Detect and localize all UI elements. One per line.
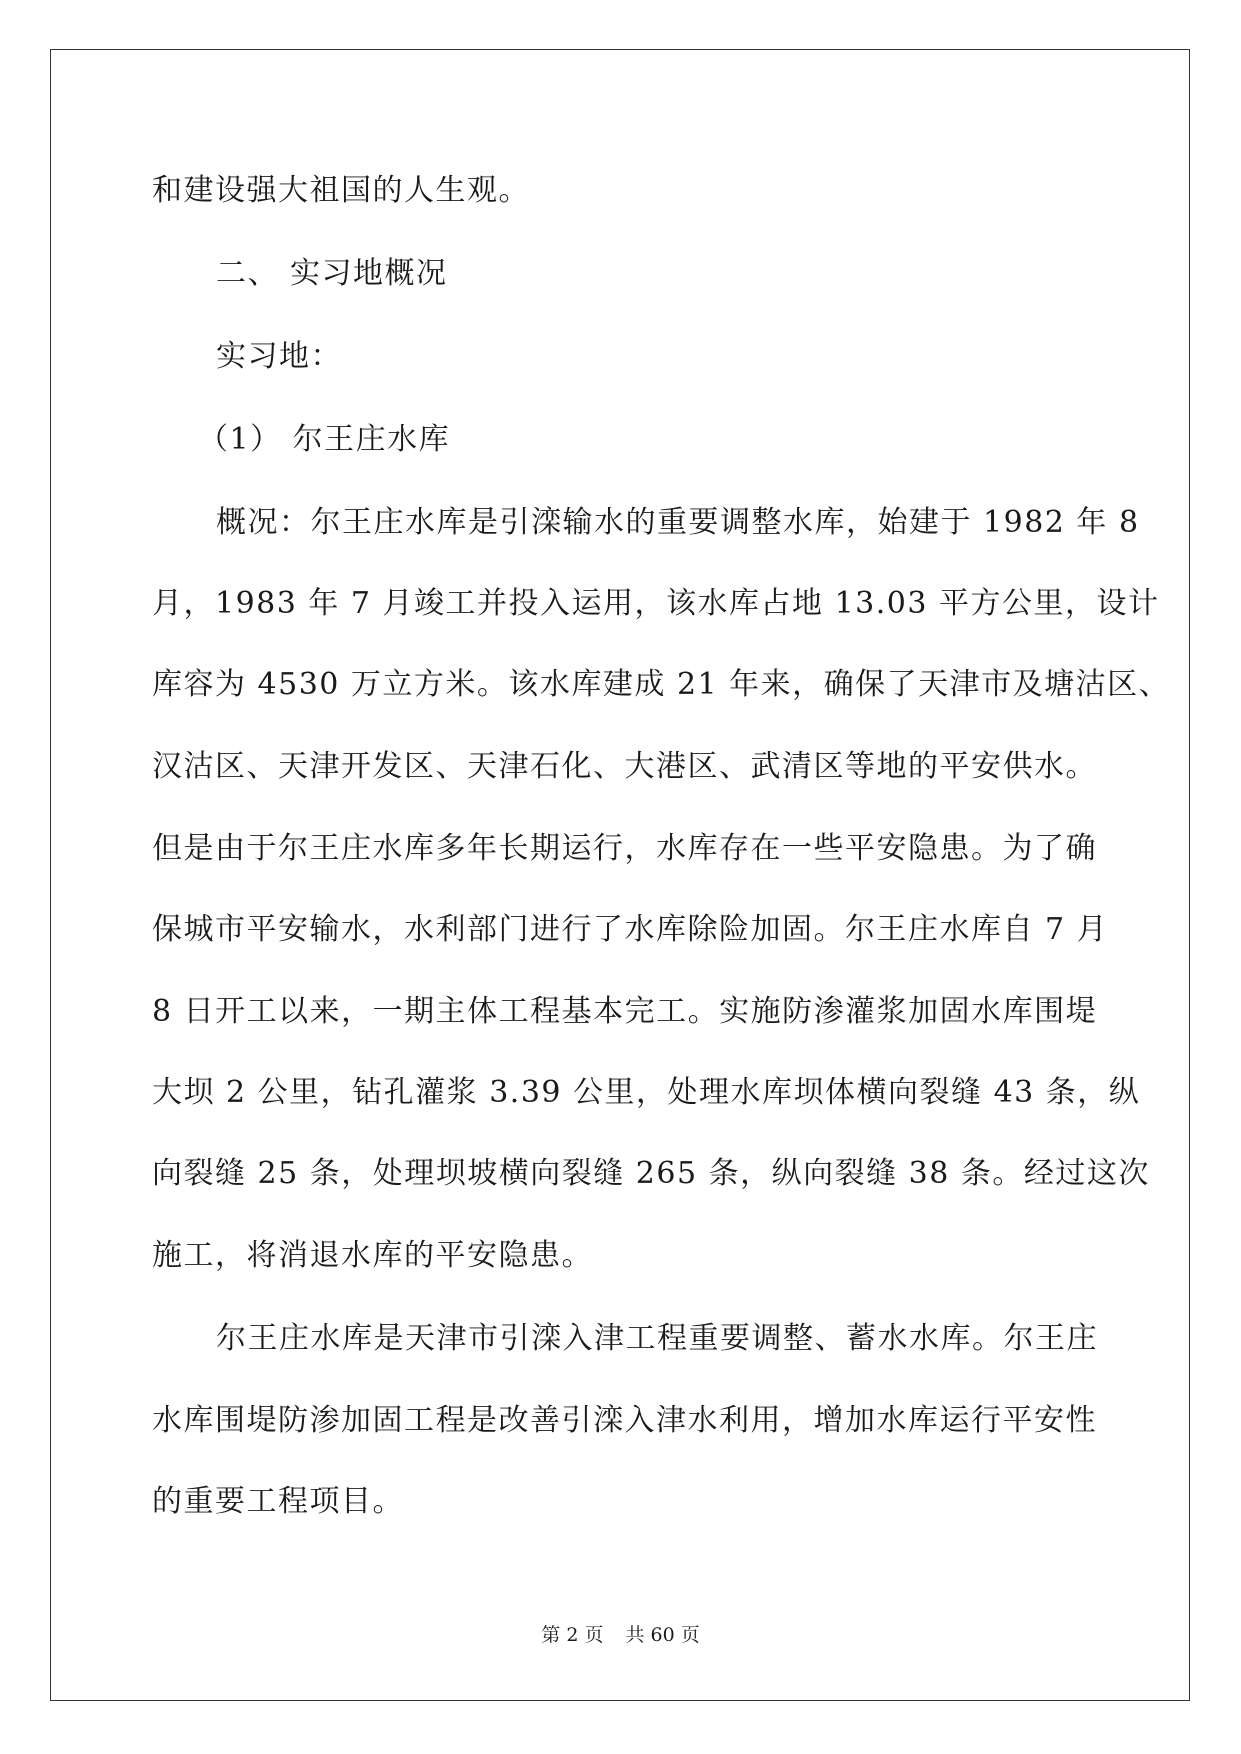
page-border [50,49,1190,1701]
text-line: 但是由于尔王庄水库多年长期运行，水库存在一些平安隐患。为了确 [152,831,1097,866]
section-heading: 二、 实习地概况 [216,256,448,291]
text-line: 8 日开工以来，一期主体工程基本完工。实施防渗灌浆加固水库围堤 [152,994,1098,1029]
text-line: 库容为 4530 万立方米。该水库建成 21 年来，确保了天津市及塘沽区、 [152,667,1171,702]
text-line: 的重要工程项目。 [152,1484,404,1519]
text-line: 施工，将消退水库的平安隐患。 [152,1238,593,1273]
text-line: 水库围堤防渗加固工程是改善引滦入津水利用，增加水库运行平安性 [152,1403,1097,1438]
subsection-label: 实习地： [216,339,342,374]
text-line: 大坝 2 公里，钻孔灌浆 3.39 公里，处理水库坝体横向裂缝 43 条，纵 [152,1075,1141,1110]
text-line: 保城市平安输水，水利部门进行了水库除险加固。尔王庄水库自 7 月 [152,912,1109,947]
item-heading: （1） 尔王庄水库 [198,422,451,457]
text-line: 概况：尔王庄水库是引滦输水的重要调整水库，始建于 1982 年 8 [216,505,1140,540]
page-number: 第 2 页 [541,1624,604,1646]
text-line: 和建设强大祖国的人生观。 [152,173,530,208]
text-line: 汉沽区、天津开发区、天津石化、大港区、武清区等地的平安供水。 [152,749,1097,784]
text-line: 月，1983 年 7 月竣工并投入运用，该水库占地 13.03 平方公里，设计 [152,586,1160,621]
page-footer [0,1622,1241,1648]
page-total: 共 60 页 [625,1624,700,1646]
text-line: 向裂缝 25 条，处理坝坡横向裂缝 265 条，纵向裂缝 38 条。经过这次 [152,1156,1150,1191]
text-line: 尔王庄水库是天津市引滦入津工程重要调整、蓄水水库。尔王庄 [216,1321,1098,1356]
